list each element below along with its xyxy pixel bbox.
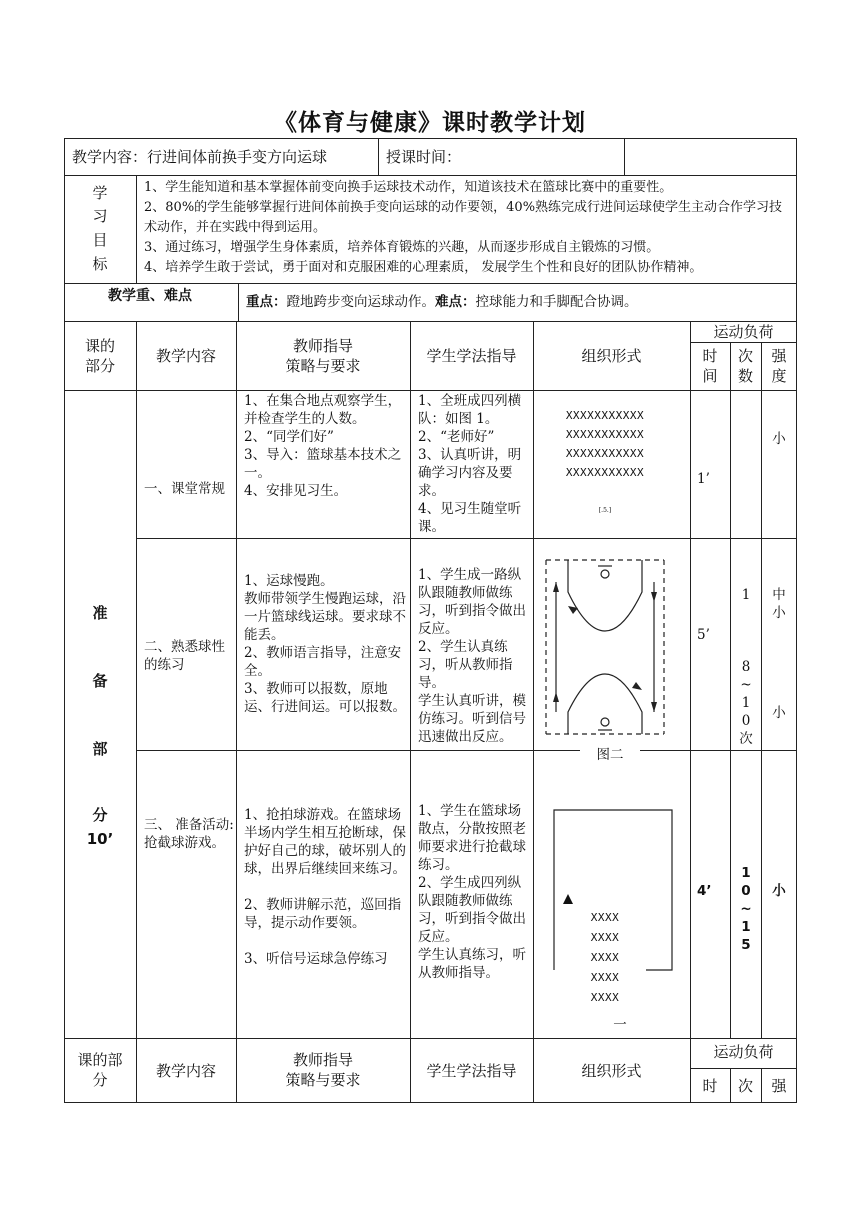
teacher-marker-icon <box>563 894 573 904</box>
key-points-text <box>246 293 791 311</box>
goals-list <box>144 178 794 278</box>
header-load: 运动负荷 <box>713 323 774 341</box>
lesson-time-label: 授课时间： <box>386 148 462 166</box>
row1-formation: XXXXXXXXXXX XXXXXXXXXXX XXXXXXXXXXX XXXXXXXXXXX <box>565 409 645 479</box>
header-part: 课的 部分 <box>84 337 115 375</box>
goal-item: 1、学生能知道和基本掌握体前变向换手运球技术动作，知道该技术在篮球比赛中的重要性。 <box>144 180 673 195</box>
court-diagram <box>540 552 670 742</box>
row3-figure-caption: 一 <box>613 1017 627 1033</box>
header-intensity: 强 度 <box>771 347 787 385</box>
footer-header-load: 运动负荷 <box>713 1043 774 1061</box>
row3-formation: XXXX XXXX XXXX XXXX XXXX <box>590 911 620 1004</box>
row3-teacher: 1、抢拍球游戏。在篮球场半场内学生相互抢断球，保护好自己的球，破坏别人的球，出界后继续回来练习。 2、教师讲解示范，巡回指导，提示动作要领。 3、听信号运球急停练习 <box>244 807 406 967</box>
header-time: 时 间 <box>702 347 718 385</box>
goal-item: 4、培养学生敢于尝试，勇于面对和克服困难的心理素质， 发展学生个性和良好的团队协作精神。 <box>144 260 703 275</box>
header-content: 教学内容 <box>155 347 216 365</box>
lesson-content-label: 教学内容：行进间体前换手变方向运球 <box>72 148 328 166</box>
row3-content: 三、 准备活动:抢截球游戏。 <box>144 817 234 851</box>
goal-item: 3、通过练习，增强学生身体素质，培养体育锻炼的兴趣，从而逐步形成自主锻炼的习惯。 <box>144 240 660 255</box>
header-teacher: 教师指导 策略与要求 <box>285 337 361 375</box>
difficulty-label: 难点： <box>435 294 476 310</box>
footer-header-part: 课的部 分 <box>77 1051 123 1089</box>
header-count: 次 数 <box>737 347 753 385</box>
footer-header-organization: 组织形式 <box>581 1062 642 1080</box>
document-title: 《体育与健康》课时教学计划 <box>274 110 586 136</box>
footer-header-count: 次 <box>737 1077 753 1095</box>
footer-header-intensity: 强 <box>771 1077 787 1095</box>
row2-figure-caption: 图二 <box>580 746 640 764</box>
row2-intensity-bottom: 小 <box>772 705 786 721</box>
row3-time: 4’ <box>697 883 712 899</box>
row1-time: 1’ <box>697 471 710 487</box>
footer-header-teacher: 教师指导 策略与要求 <box>285 1051 361 1089</box>
row2-content: 二、熟悉球性的练习 <box>144 639 225 673</box>
footer-header-student: 学生学法指导 <box>426 1062 517 1080</box>
row1-teacher: 1、在集合地点观察学生，并检查学生的人数。 2、“同学们好” 3、导入：篮球基本技术之一。 4、安排见习生。 <box>244 393 402 499</box>
row3-count: 1 0 ~ 1 5 <box>740 865 752 953</box>
row3-student: 1、学生在篮球场散点，分散按照老师要求进行抢截球练习。 2、学生成四列纵队跟随教师做练习，听到指令做出反应。 学生认真练习，听从教师指导。 <box>418 803 526 981</box>
row2-intensity-top: 中 小 <box>772 587 786 621</box>
key-points-label: 教学重、难点 <box>108 288 192 304</box>
row1-figure-caption: [.5.] <box>598 507 612 514</box>
header-organization: 组织形式 <box>581 347 642 365</box>
footer-header-content: 教学内容 <box>155 1062 216 1080</box>
header-student: 学生学法指导 <box>426 347 517 365</box>
row3-intensity: 小 <box>772 883 786 899</box>
row2-teacher: 1、运球慢跑。 教师带领学生慢跑运球，沿一片篮球线运球。要求球不能丢。 2、教师语言指导，注意安全。 3、教师可以报数，原地运、行进间运。可以报数。 <box>244 573 406 715</box>
row2-time: 5’ <box>697 627 710 643</box>
row1-content: 一、课堂常规 <box>144 481 225 497</box>
row1-student: 1、全班成四列横队：如图 1。 2、“老师好” 3、认真听讲，明确学习内容及要求。 4、见习生随堂听课。 <box>418 393 522 535</box>
key-text: 蹬地跨步变向运球动作。 <box>286 294 435 310</box>
goal-item: 2、80%的学生能够掌握行进间体前换手变向运球的动作要领，40%熟练完成行进间运球使学生主动合作学习技术动作，并在实践中得到运用。 <box>144 200 783 235</box>
row2-count: 1 8 ~ 1 0 次 <box>739 587 753 747</box>
key-label: 重点： <box>246 294 287 310</box>
footer-header-time: 时 <box>702 1077 718 1095</box>
row1-intensity: 小 <box>772 431 786 447</box>
row2-student: 1、学生成一路纵队跟随教师做练习，听到指令做出反应。 2、学生认真练习，听从教师指导。 学生认真听讲，模仿练习。听到信号迅速做出反应。 <box>418 567 526 745</box>
difficulty-text: 控球能力和手脚配合协调。 <box>475 294 638 310</box>
